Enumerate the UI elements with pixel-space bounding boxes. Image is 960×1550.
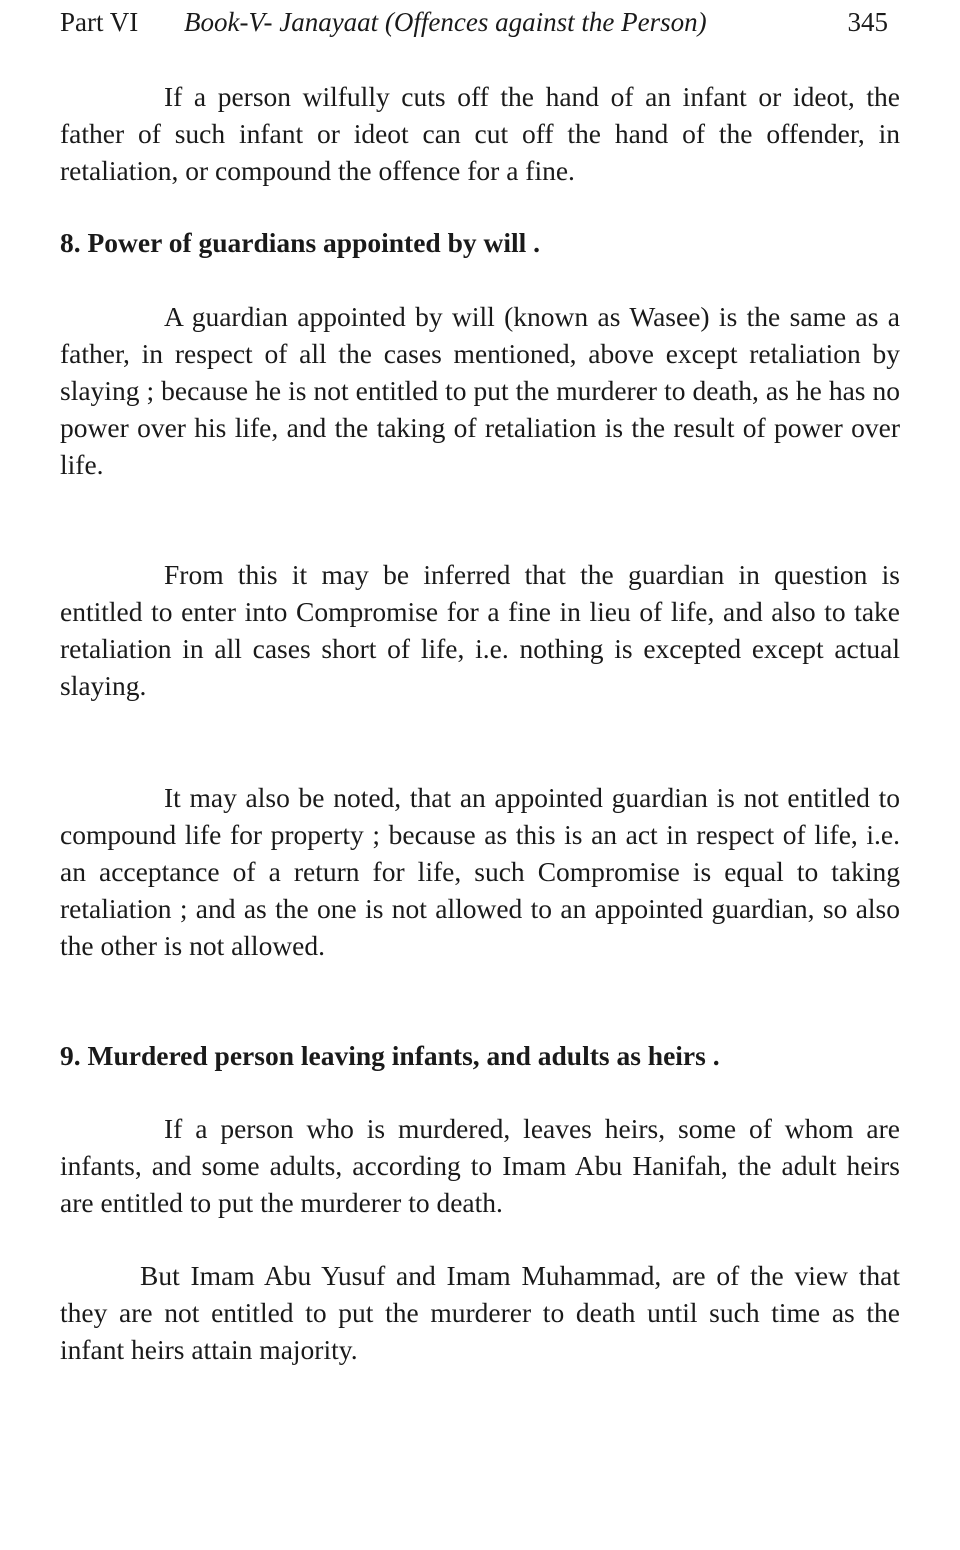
book-title: Book-V- Janayaat (Offences against the Person) <box>184 7 707 37</box>
page-number: 345 <box>847 7 888 37</box>
section-heading-8: 8. Power of guardians appointed by will . <box>60 227 541 258</box>
paragraph-wasee-guardian: A guardian appointed by will (known as Wasee) is the same as a father, in respect of all the cases mentioned, above except retaliation by slaying ; because he is not entitled to put the murderer to death, as he has no power over his life, and the taking of retaliation is the result of power over life. <box>60 301 900 480</box>
paragraph-compound-life: It may also be noted, that an appointed guardian is not entitled to compound life for property ; because as this is an act in respect of life, i.e. an acceptance of a return for life, such Compromise is equal to taking retaliation ; and as the one is not allowed to an appointed guardian, so also the other is not allowed. <box>60 782 900 961</box>
paragraph-hand-retaliation: If a person wilfully cuts off the hand of an infant or ideot, the father of such infant or ideot can cut off the hand of the offender, in retaliation, or compound the offence for a fine. <box>60 81 900 186</box>
running-header <box>60 4 900 40</box>
section-heading-9: 9. Murdered person leaving infants, and adults as heirs . <box>60 1040 720 1071</box>
paragraph-inference: From this it may be inferred that the guardian in question is entitled to enter into Compromise for a fine in lieu of life, and also to take retaliation in all cases short of life, i.e. nothing is excepted except actual slaying. <box>60 559 900 701</box>
paragraph-abu-yusuf-muhammad: But Imam Abu Yusuf and Imam Muhammad, are of the view that they are not entitled to put the murderer to death until such time as the infant heirs attain majority. <box>60 1260 900 1365</box>
paragraph-abu-hanifah: If a person who is murdered, leaves heirs, some of whom are infants, and some adults, according to Imam Abu Hanifah, the adult heirs are entitled to put the murderer to death. <box>60 1113 900 1218</box>
part-label: Part VI <box>60 7 139 37</box>
